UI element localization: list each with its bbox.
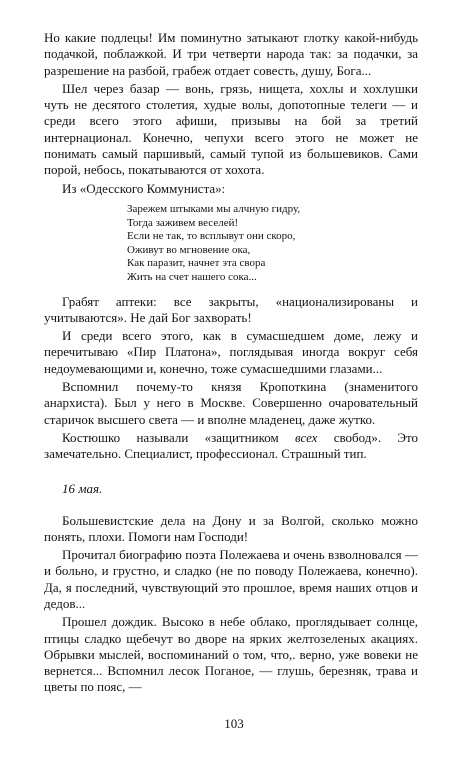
poem-line: Зарежем штыками мы алчную гидру, — [127, 202, 301, 215]
paragraph-kostyushko — [44, 430, 418, 463]
paragraph: Шел через базар — вонь, грязь, нищета, хохлы и хохлушки чуть не десятого столетия, худые волы, допотопные телеги — и среди всего этого афиши, призывы на бой за третий интернационал. Конечно, чепухи всего этого не может не понимать самый паршивый, самый тупой из большевиков. Сами порой, небось, покатываются от хохота. — [44, 80, 418, 178]
paragraph: Но какие подлецы! Им поминутно затыкают глотку какой-нибудь подачкой, поблажкой. И три четверти народа так: за подачки, за разрешение на разбой, грабеж отдает совесть, душу, Бога... — [44, 30, 418, 78]
page-text — [44, 30, 418, 696]
paragraph: Грабят аптеки: все закрыты, «национализированы и учитываются». Не дай Бог захворать! — [44, 293, 418, 325]
emphasis-text: всех — [295, 429, 318, 445]
paragraph: Большевистские дела на Дону и за Волгой, сколько можно понять, плохи. Помоги нам Господи! — [44, 512, 418, 544]
paragraph: Вспомнил почему-то князя Кропоткина (знаменитого анархиста). Был у него в Москве. Совершенно очаровательный старичок высшего света — и вполне младенец, даже жутко. — [44, 379, 418, 427]
poem-line: Если не так, то всплывут они скоро, — [127, 230, 296, 243]
poem-line: Тогда заживем веселей! — [127, 216, 239, 229]
text-run: Костюшко называли «защитником — [62, 429, 295, 445]
page-number: 103 — [224, 716, 244, 731]
text-run: свобод». Это замечательно. Специалист, профессионал. Страшный тип. — [44, 429, 419, 462]
poem-line: Жить на счет нашего сока... — [127, 270, 257, 283]
date-heading: 16 мая. — [62, 480, 103, 496]
poem-line: Как паразит, начнет эта свора — [127, 257, 266, 270]
paragraph: Прочитал биографию поэта Полежаева и очень взволновался — и больно, и грустно, и сладко (не по поводу Полежаева, конечно). Да, я последний, чувствующий это прошлое, время наших отцов и дедов... — [44, 547, 418, 611]
paragraph: Прошел дождик. Высоко в небе облако, проглядывает солнце, птицы сладко щебечут во дворе на ярких желтозеленых акациях. Обрывки мыслей, воспоминаний о том, что,. верно, уже вовеки не вернется... Вспомнил лесок Поганое, — глушь, березняк, трава и цветы по пояс, — — [44, 614, 418, 695]
poem-quote — [127, 203, 418, 285]
poem-line: Оживут во мгновение ока, — [127, 243, 251, 256]
paragraph: И среди всего этого, как в сумасшедшем доме, лежу и перечитываю «Пир Платона», поглядывая иногда вокруг себя недоумевающими и, конечно, тоже сумасшедшими глазами... — [44, 328, 418, 376]
paragraph: Из «Одесского Коммуниста»: — [62, 180, 226, 196]
